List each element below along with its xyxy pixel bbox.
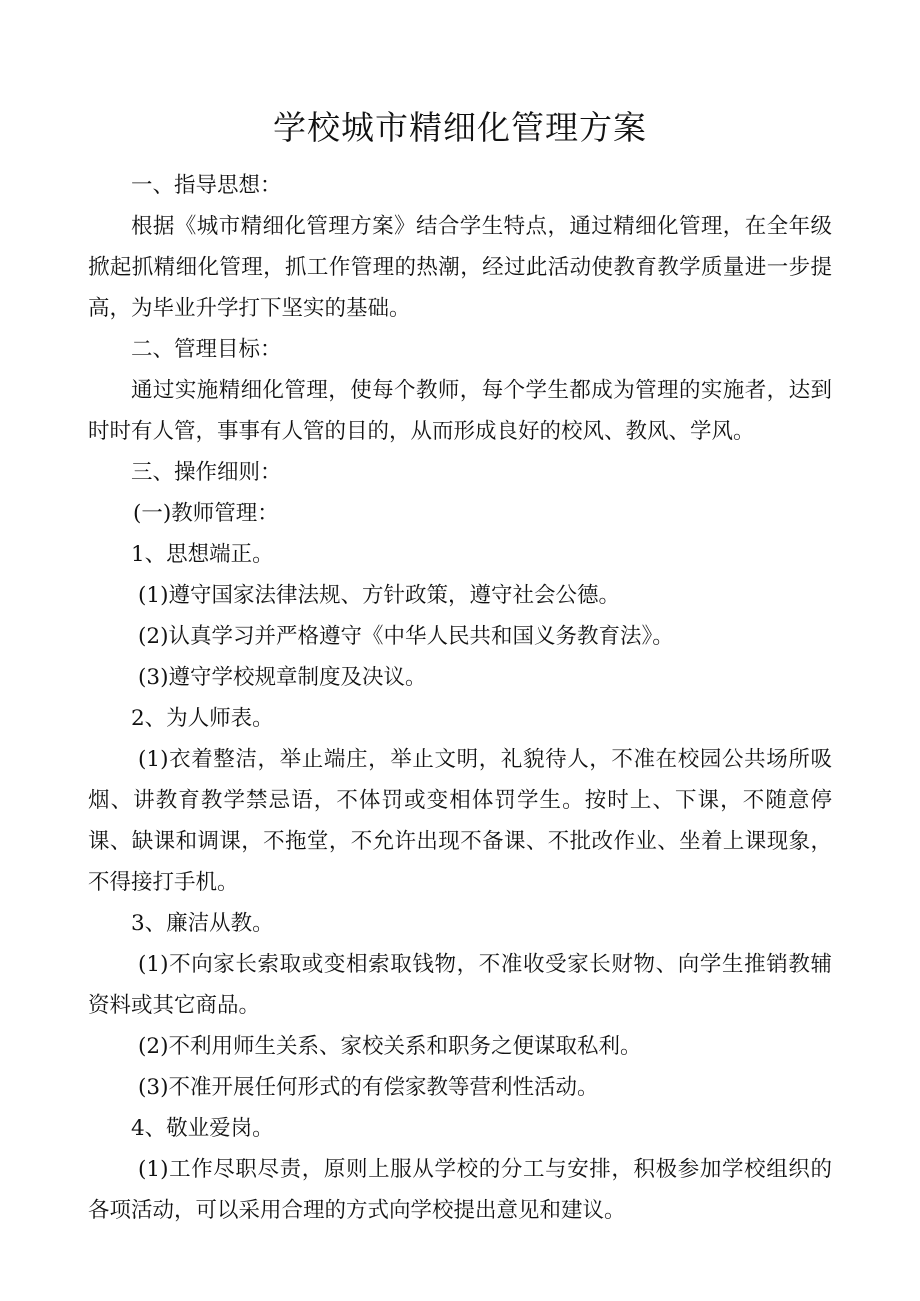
list-item: (1)衣着整洁，举止端庄，举止文明，礼貌待人，不准在校园公共场所吸烟、讲教育教学禁忌语，不体罚或变相体罚学生。按时上、下课，不随意停课、缺课和调课，不拖堂，不允许出现不备课、不批改作业、坐着上课现象，不得接打手机。 [88, 747, 832, 895]
section-heading-operating-rules: 三、操作细则： [131, 460, 282, 485]
list-item: (1)不向家长索取或变相索取钱物，不准收受家长财物、向学生推销教辅资料或其它商品。 [88, 952, 832, 1018]
section-heading-guiding-thought: 一、指导思想： [131, 173, 282, 198]
list-item: (3)遵守学校规章制度及决议。 [138, 665, 427, 690]
item-heading-role-model: 2、为人师表。 [131, 706, 274, 731]
document-title: 学校城市精细化管理方案 [273, 108, 647, 147]
paragraph-guiding-thought: 根据《城市精细化管理方案》结合学生特点，通过精细化管理，在全年级掀起抓精细化管理，抓工作管理的热潮，经过此活动使教育教学质量进一步提高，为毕业升学打下坚实的基础。 [88, 214, 832, 321]
list-item: (3)不准开展任何形式的有偿家教等营利性活动。 [138, 1075, 599, 1100]
list-item: (2)认真学习并严格遵守《中华人民共和国义务教育法》。 [138, 624, 674, 649]
section-heading-management-goal: 二、管理目标： [131, 337, 282, 362]
list-item: (2)不利用师生关系、家校关系和职务之便谋取私利。 [138, 1034, 642, 1059]
document-body [88, 165, 832, 1231]
paragraph-management-goal: 通过实施精细化管理，使每个教师，每个学生都成为管理的实施者，达到时时有人管，事事有人管的目的，从而形成良好的校风、教风、学风。 [88, 378, 832, 444]
subsection-heading-teacher-management: (一)教师管理： [133, 501, 279, 526]
list-item: (1)工作尽职尽责，原则上服从学校的分工与安排，积极参加学校组织的各项活动，可以采用合理的方式向学校提出意见和建议。 [88, 1157, 832, 1223]
item-heading-ideology: 1、思想端正。 [131, 542, 274, 567]
list-item: (1)遵守国家法律法规、方针政策，遵守社会公德。 [138, 583, 620, 608]
item-heading-dedication: 4、敬业爱岗。 [131, 1116, 274, 1141]
item-heading-integrity: 3、廉洁从教。 [131, 911, 274, 936]
